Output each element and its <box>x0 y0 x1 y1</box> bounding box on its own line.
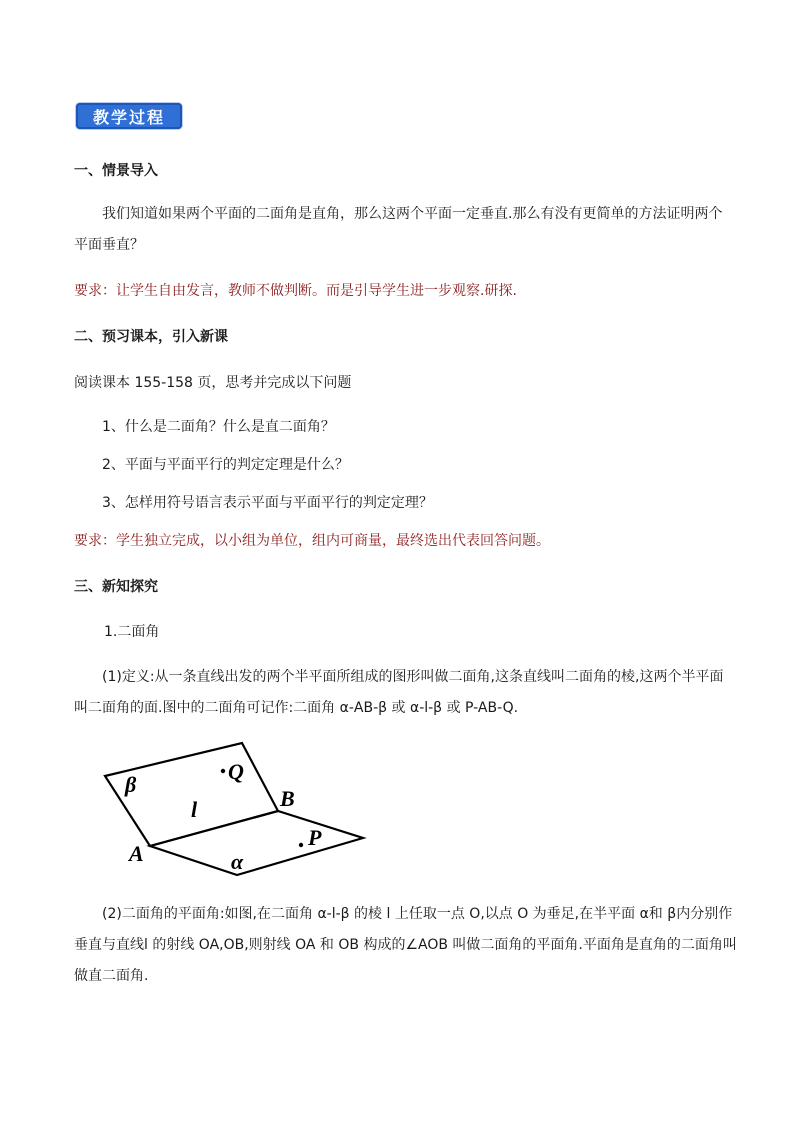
section2-requirement: 要求：学生独立完成，以小组为单位，组内可商量，最终选出代表回答问题。 <box>74 533 550 549</box>
section2-heading: 二、预习课本，引入新课 <box>74 329 228 345</box>
section1-para-line1: 我们知道如果两个平面的二面角是直角，那么这两个平面一定垂直.那么有没有更简单的方法证明两个 <box>102 206 723 222</box>
label-l: l <box>191 797 198 822</box>
section-badge: 教学过程 <box>76 103 182 129</box>
label-alpha: α <box>231 849 244 874</box>
plane-angle-line2: 垂直与直线l 的射线 OA,OB,则射线 OA 和 OB 构成的∠AOB 叫做二面角的平面角.平面角是直角的二面角叫 <box>74 937 737 953</box>
definition-line1: (1)定义:从一条直线出发的两个半平面所组成的图形叫做二面角,这条直线叫二面角的棱,这两个半平面 <box>102 669 724 685</box>
plane-angle-line3: 做直二面角. <box>74 968 149 984</box>
label-b: B <box>280 786 295 811</box>
section2-intro: 阅读课本 155-158 页，思考并完成以下问题 <box>74 375 352 391</box>
dihedral-angle-figure <box>95 730 375 885</box>
subsection-dihedral-angle: 1.二面角 <box>104 624 160 640</box>
plane-alpha-outline <box>150 811 363 875</box>
label-q: Q <box>228 759 244 784</box>
label-p: P <box>308 825 322 850</box>
definition-line2: 叫二面角的面.图中的二面角可记作:二面角 α-AB-β 或 α-l-β 或 P-AB-Q. <box>74 700 519 716</box>
question-2: 2、平面与平面平行的判定定理是什么？ <box>102 457 349 473</box>
question-1: 1、什么是二面角？什么是直二面角？ <box>102 419 335 435</box>
section1-para-line2: 平面垂直？ <box>74 237 144 253</box>
section1-requirement: 要求：让学生自由发言，教师不做判断。而是引导学生进一步观察.研探. <box>74 283 517 299</box>
point-p-dot <box>299 843 303 847</box>
question-3: 3、怎样用符号语言表示平面与平面平行的判定定理？ <box>102 495 433 511</box>
label-a: A <box>129 841 144 866</box>
point-q-dot <box>221 769 225 773</box>
section3-heading: 三、新知探究 <box>74 579 158 595</box>
label-beta: β <box>125 772 137 797</box>
plane-angle-line1: (2)二面角的平面角:如图,在二面角 α-l-β 的棱 l 上任取一点 O,以点 O 为垂足,在半平面 α和 β内分别作 <box>102 906 733 922</box>
section1-heading: 一、情景导入 <box>74 163 158 179</box>
